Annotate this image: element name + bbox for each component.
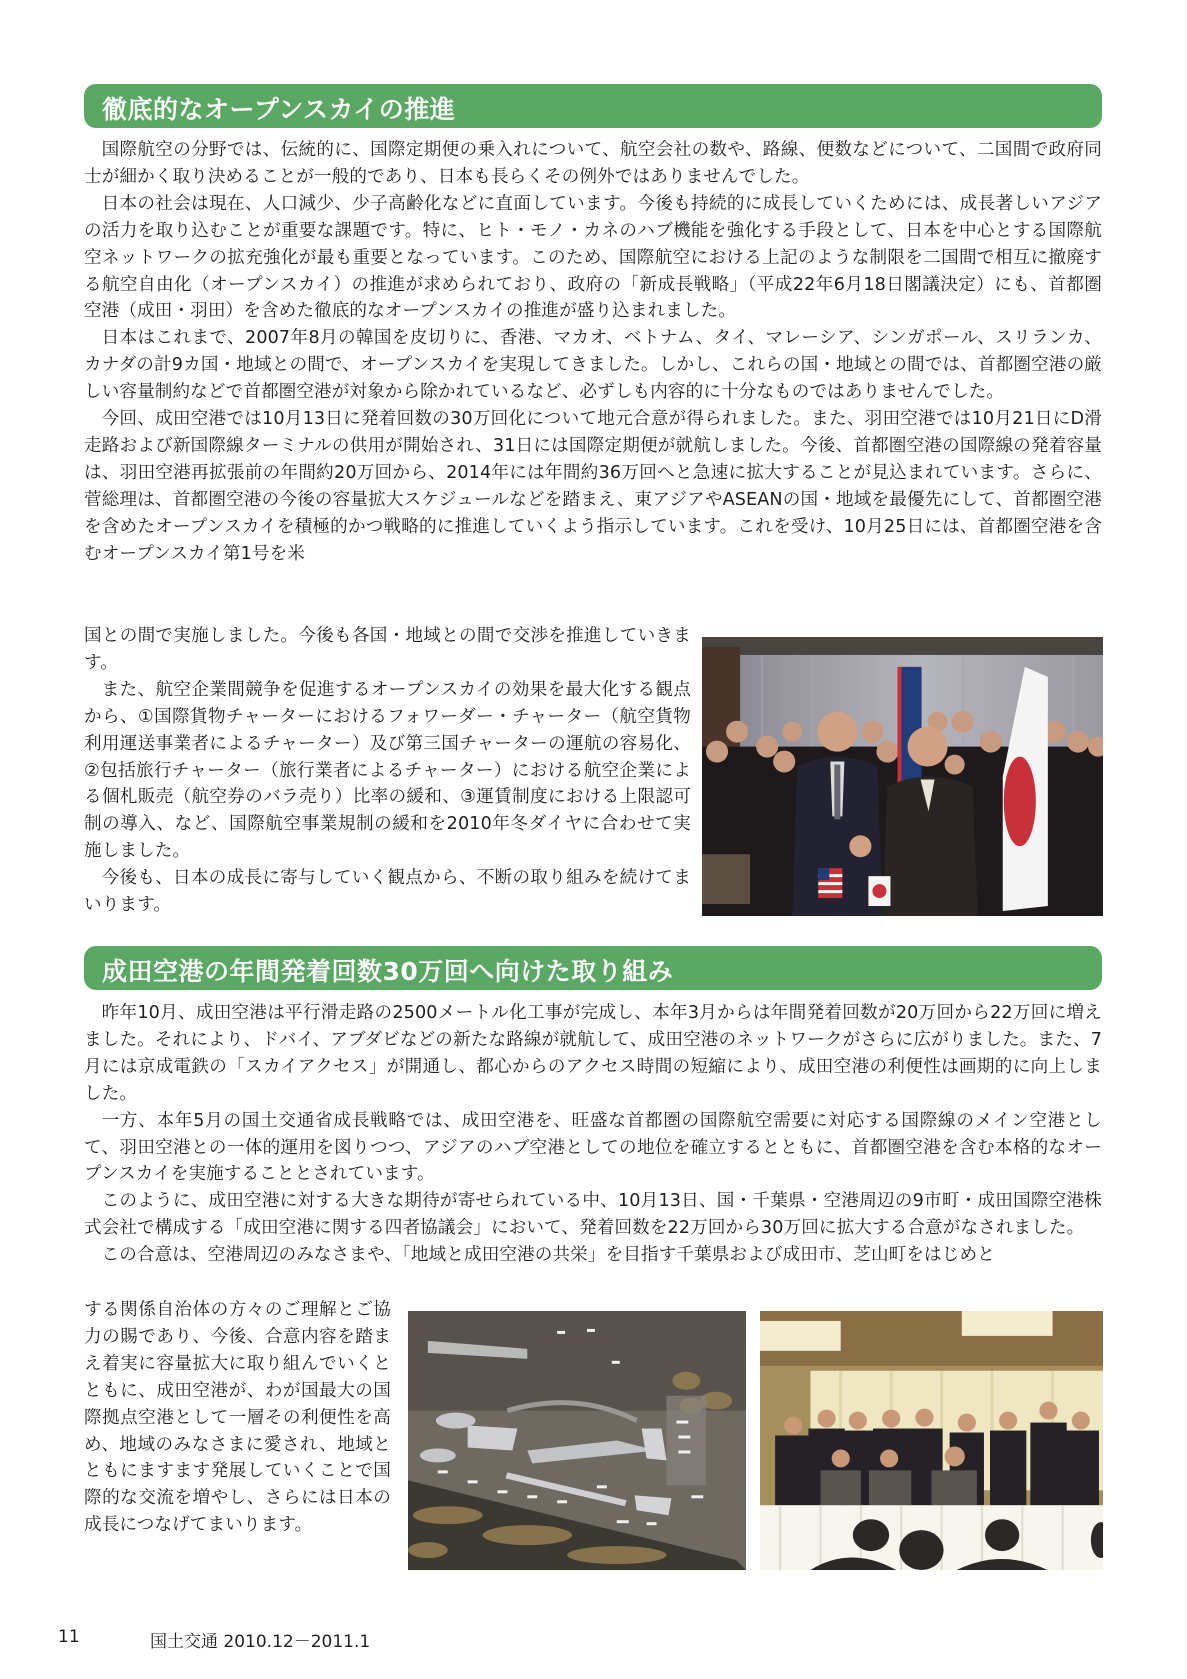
footer-publication [150, 1627, 370, 1652]
paragraph: このように、成田空港に対する大きな期待が寄せられている中、10月13日、国・千葉県・空港周辺の9市町・成田国際空港株式会社で構成する「成田空港に関する四者協議会」において、発着回数を22万回から30万回に拡大する合意がなされました。 [84, 1191, 1102, 1239]
section-header-narita [84, 946, 1102, 990]
section-title: 成田空港の年間発着回数30万回へ向けた取り組み [102, 957, 674, 986]
paragraph: 今後も、日本の成長に寄与していく観点から、不断の取り組みを続けてまいります。 [84, 868, 691, 916]
paragraph: 昨年10月、成田空港は平行滑走路の2500メートル化工事が完成し、本年3月からは年間発着回数が20万回から22万回に増えました。それにより、ドバイ、アブダビなどの新たな路線が就航して、成田空港のネットワークがさらに広がりました。また、7月には京成電鉄の「スカイアクセス」が開通し、都心からのアクセス時間の短縮により、成田空港の利便性は画期的に向上しました。 [84, 1003, 1102, 1104]
paragraph: 国際航空の分野では、伝統的に、国際定期便の乗入れについて、航空会社の数や、路線、便数などについて、二国間で政府同士が細かく取り決めることが一般的であり、日本も長らくその例外ではありませんでした。 [84, 140, 1102, 187]
photo-narita-aerial [408, 1311, 746, 1570]
paragraph: する関係自治体の方々のご理解とご協力の賜であり、今後、合意内容を踏まえ着実に容量拡大に取り組んでいくとともに、成田空港が、わが国最大の国際拠点空港として一層その利便性を高め、地域のみなさまに愛され、地域とともにますます発展していくことで国際的な交流を増やし、さらには日本の成長につなげてまいります。 [84, 1300, 391, 1536]
section2-body-narrow [84, 1297, 391, 1539]
section1-body-narrow [84, 623, 691, 919]
meeting-photo-illustration [760, 1311, 1103, 1570]
photo-handshake-signing [702, 637, 1103, 916]
paragraph: また、航空企業間競争を促進するオープンスカイの効果を最大化する観点から、①国際貨物チャーターにおけるフォワーダー・チャーター（航空貨物利用運送事業者によるチャーター）及び第三国チャーターの運航の容易化、②包括旅行チャーター（旅行業者によるチャーター）における航空企業による個札販売（航空券のバラ売り）比率の緩和、③運賃制度における上限認可制の導入、など、国際航空事業規制の緩和を2010年冬ダイヤに合わせて実施しました。 [84, 679, 691, 862]
photo-four-party-council [760, 1311, 1103, 1570]
publication-name: 国土交通 [150, 1632, 218, 1652]
aerial-photo-illustration [408, 1311, 746, 1570]
page-number: 11 [58, 1627, 80, 1647]
section-title: 徹底的なオープンスカイの推進 [102, 95, 456, 124]
section2-body-full [84, 1000, 1102, 1269]
paragraph: この合意は、空港周辺のみなさまや、「地域と成田空港の共栄」を目指す千葉県および成田市、芝山町をはじめと [101, 1245, 995, 1266]
handshake-photo-illustration [702, 637, 1103, 916]
paragraph: 一方、本年5月の国土交通省成長戦略では、成田空港を、旺盛な首都圏の国際航空需要に対応する国際線のメイン空港として、羽田空港との一体的運用を図りつつ、アジアのハブ空港としての地位を確立するとともに、首都圏空港を含む本格的なオープンスカイを実施することとされています。 [84, 1110, 1102, 1185]
section-header-open-skies [84, 84, 1102, 128]
paragraph: 今回、成田空港では10月13日に発着回数の30万回化について地元合意が得られました。また、羽田空港では10月21日にD滑走路および新国際線ターミナルの供用が開始され、31日には国際定期便が就航しました。今後、首都圏空港の国際線の発着容量は、羽田空港再拡張前の年間約20万回から、2014年には年間約36万回へと急速に拡大することが見込まれています。さらに、菅総理は、首都圏空港の今後の容量拡大スケジュールなどを踏まえ、東アジアやASEANの国・地域を最優先にして、首都圏空港を含めたオープンスカイを積極的かつ戦略的に推進していくよう指示しています。これを受け、10月25日には、首都圏空港を含むオープンスカイ第1号を米 [84, 409, 1102, 564]
section1-body-full [84, 137, 1102, 568]
paragraph: 日本の社会は現在、人口減少、少子高齢化などに直面しています。今後も持続的に成長していくためには、成長著しいアジアの活力を取り込むことが重要な課題です。特に、ヒト・モノ・カネのハブ機能を強化する手段として、日本を中心とする国際航空ネットワークの拡充強化が最も重要となっています。このため、国際航空における上記のような制限を二国間で相互に撤廃する航空自由化（オープンスカイ）の推進が求められており、政府の「新成長戦略」（平成22年6月18日閣議決定）にも、首都圏空港（成田・羽田）を含めた徹底的なオープンスカイの推進が盛り込まれました。 [84, 193, 1102, 322]
publication-issue: 2010.12－2011.1 [223, 1632, 371, 1652]
paragraph: 国との間で実施しました。今後も各国・地域との間で交渉を推進していきます。 [84, 626, 691, 673]
paragraph: 日本はこれまで、2007年8月の韓国を皮切りに、香港、マカオ、ベトナム、タイ、マレーシア、シンガポール、スリランカ、カナダの計9カ国・地域との間で、オープンスカイを実現してきました。しかし、これらの国・地域との間では、首都圏空港の厳しい容量制約などで首都圏空港が対象から除かれているなど、必ずしも内容的に十分なものではありませんでした。 [84, 328, 1102, 403]
